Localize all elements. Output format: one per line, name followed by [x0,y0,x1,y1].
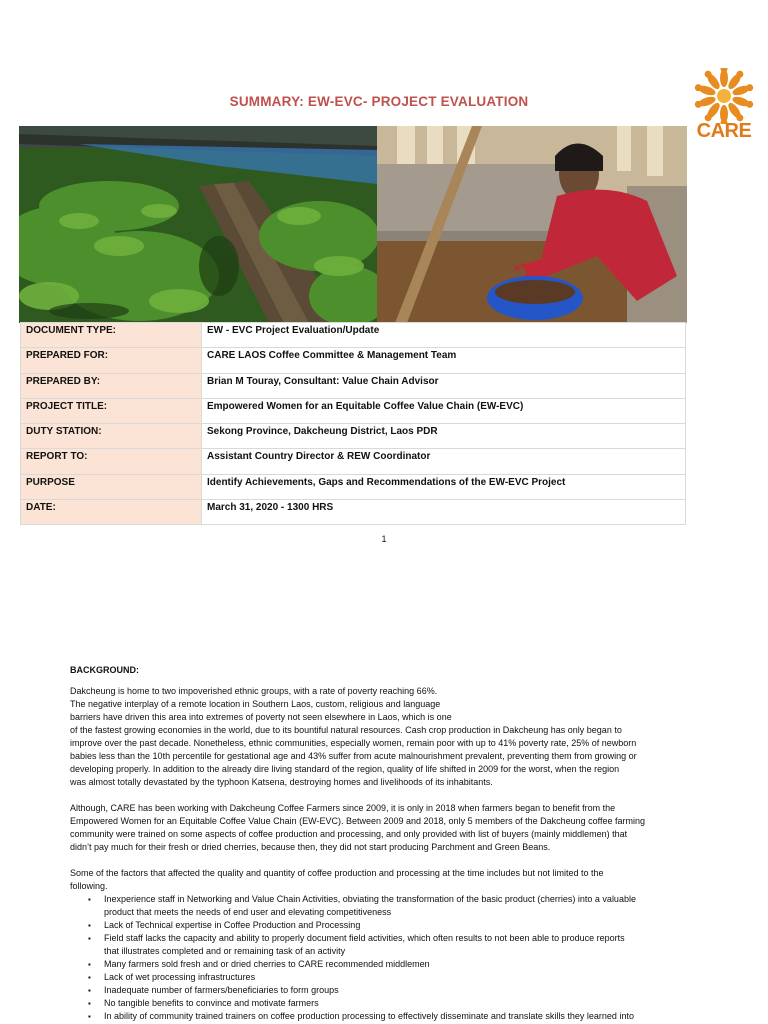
list-item-text: ▪ Lack of Technical expertise in Coffee Production and Processing [104,920,361,930]
info-label: PREPARED FOR: [21,348,202,373]
info-row [21,348,686,373]
list-item [70,971,710,984]
document-info-table [20,322,686,525]
info-row [21,323,686,348]
care-logo-text: CARE [696,120,752,142]
info-label: REPORT TO: [21,449,202,474]
text-line: was almost totally devastated by the typhoon Katsena, destroying homes and livelihoods of its inhabitants. [70,777,493,787]
text-line: Although, CARE has been working with Dakcheung Coffee Farmers since 2009, it is only in 2018 when farmers began to benefit from the [70,803,616,813]
info-value: Identify Achievements, Gaps and Recommendations of the EW-EVC Project [202,474,686,499]
text-line: Some of the factors that affected the quality and quantity of coffee production and processing at the time includes but not limited to the [70,868,604,878]
info-value: Brian M Touray, Consultant: Value Chain Advisor [202,373,686,398]
list-item-text: ▪ In ability of community trained trainers on coffee production processing to effectively disseminate and translate skills they learned into [104,1011,634,1021]
list-item-text: ▪ Field staff lacks the capacity and ability to properly document field activities, which often results to not been able to produce reports [104,933,625,943]
list-item-text: product that meets the needs of end user and elevating competitiveness [104,907,392,917]
background-paragraph-2 [70,802,700,854]
info-value: CARE LAOS Coffee Committee & Management Team [202,348,686,373]
page-number: 1 [381,534,387,544]
background-paragraph-3 [70,867,700,893]
text-line: of the fastest growing economies in the world, due to its bountiful natural resources. Cash crop production in Dakcheung has only began to [70,725,622,735]
info-value: Empowered Women for an Equitable Coffee Value Chain (EW-EVC) [202,398,686,423]
farmer-woman-photo [377,126,687,323]
info-value: Assistant Country Director & REW Coordinator [202,449,686,474]
text-line: Empowered Women for an Equitable Coffee Value Chain (EW-EVC). Between 2009 and 2018, only 5 members of the Dakcheung coffee farming [70,816,645,826]
info-row [21,500,686,525]
list-item-text: ▪ Inexperience staff in Networking and Value Chain Activities, obviating the transformation of the basic product (cherries) into a valuable [104,894,636,904]
list-item [70,932,710,958]
factors-list [70,893,710,1023]
text-line: community were trained on some aspects of coffee production and processing, and only provided with list of buyers (mainly middlemen) that [70,829,628,839]
info-label: PROJECT TITLE: [21,398,202,423]
text-line: babies less than the 10th percentile for gestational age and 43% suffer from acute malnourishment prevalent, preventing them from growing or [70,751,637,761]
text-line: developing properly. In addition to the already dire living standard of the region, quality of life shifted in 2009 for the worst, when the region [70,764,620,774]
list-item [70,997,710,1010]
list-item [70,919,710,932]
text-line: barriers have driven this area into extremes of poverty not seen elsewhere in Laos, which is one [70,712,452,722]
info-label: PREPARED BY: [21,373,202,398]
info-label: PURPOSE [21,474,202,499]
list-item [70,984,710,997]
coffee-nursery-photo [19,126,377,323]
info-label: DUTY STATION: [21,424,202,449]
text-line: Dakcheung is home to two impoverished ethnic groups, with a rate of poverty reaching 66%. [70,686,438,696]
list-item-text: ▪ No tangible benefits to convince and motivate farmers [104,998,319,1008]
text-line: didn’t pay much for their fresh or dried cherries, because then, they did not start producing Parchment and Green Beans. [70,842,551,852]
info-value: Sekong Province, Dakcheung District, Laos PDR [202,424,686,449]
list-item [70,893,710,919]
list-item-text: ▪ Inadequate number of farmers/beneficiaries to form groups [104,985,339,995]
info-row [21,373,686,398]
info-row [21,449,686,474]
text-line: improve over the past decade. Nonetheless, ethnic communities, especially women, remain poor with up to 41% poverty rate, 25% of newborn [70,738,637,748]
info-label: DATE: [21,500,202,525]
info-row [21,474,686,499]
info-value: March 31, 2020 - 1300 HRS [202,500,686,525]
info-label: DOCUMENT TYPE: [21,323,202,348]
list-item [70,958,710,971]
background-paragraph-1 [70,685,700,789]
background-heading: BACKGROUND: [70,665,139,675]
text-line: The negative interplay of a remote location in Southern Laos, custom, religious and language [70,699,441,709]
list-item-text: ▪ Lack of wet processing infrastructures [104,972,256,982]
info-value: EW - EVC Project Evaluation/Update [202,323,686,348]
care-logo [692,68,756,146]
list-item-text: that illustrates completed and or remaining task of an activity [104,946,346,956]
info-row [21,424,686,449]
text-line: following. [70,881,108,891]
document-title: SUMMARY: EW-EVC- PROJECT EVALUATION [229,94,529,109]
list-item [70,1010,710,1023]
list-item-text: ▪ Many farmers sold fresh and or dried cherries to CARE recommended middlemen [104,959,430,969]
info-row [21,398,686,423]
